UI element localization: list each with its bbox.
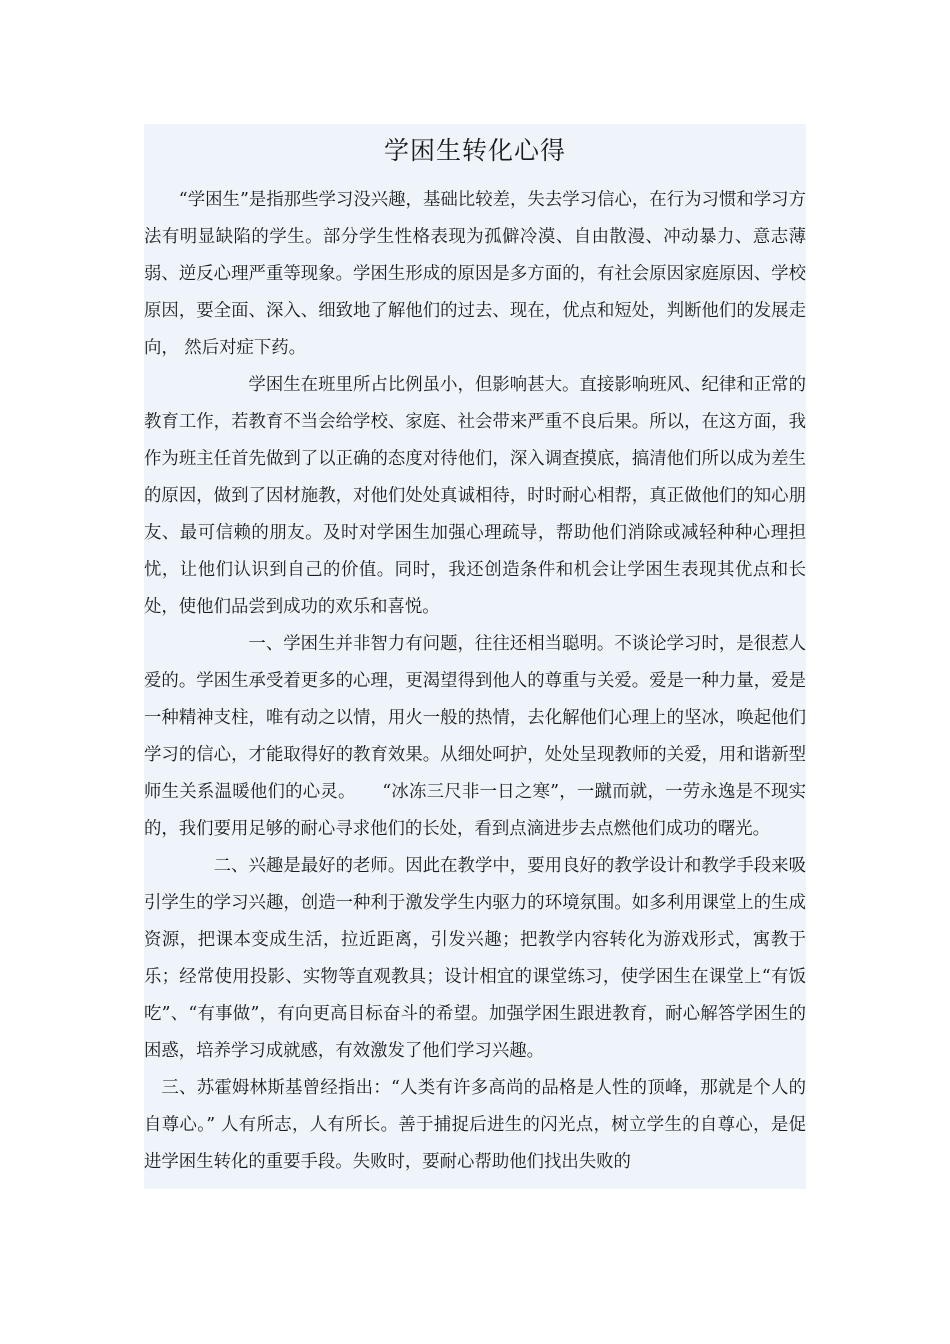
highlighted-text-block	[144, 124, 806, 1189]
paragraph-point-one: 一、学困生并非智力有问题，往往还相当聪明。不谈论学习时，是很惹人爱的。学困生承受着更多的心理，更渴望得到他人的尊重与关爱。爱是一种力量，爱是一种精神支柱，唯有动之以情，用火一般的热情，去化解他们心理上的坚冰，唤起他们学习的信心，才能取得好的教育效果。从细处呵护，处处呈现教师的关爱，用和谐新型师生关系温暖他们的心灵。 “冰冻三尺非一日之寒”，一蹴而就，一劳永逸是不现实的，我们要用足够的耐心寻求他们的长处，看到点滴进步去点燃他们成功的曙光。	[144, 634, 806, 839]
paragraph-point-three: 三、苏霍姆林斯基曾经指出：“人类有许多高尚的品格是人性的顶峰，那就是个人的自尊心。” 人有所志，人有所长。善于捕捉后进生的闪光点，树立学生的自尊心，是促进学困生转化的重要手段。失败时，要耐心帮助他们找出失败的	[144, 1078, 806, 1172]
paragraph-intro: “学困生”是指那些学习没兴趣，基础比较差，失去学习信心，在行为习惯和学习方法有明显缺陷的学生。部分学生性格表现为孤僻冷漠、自由散漫、冲动暴力、意志薄弱、逆反心理严重等现象。学困生形成的原因是多方面的，有社会原因家庭原因、学校原因，要全面、深入、细致地了解他们的过去、现在，优点和短处，判断他们的发展走向， 然后对症下药。	[144, 190, 806, 358]
paragraph-attitude: 学困生在班里所占比例虽小，但影响甚大。直接影响班风、纪律和正常的教育工作，若教育不当会给学校、家庭、社会带来严重不良后果。所以，在这方面，我作为班主任首先做到了以正确的态度对待他们，深入调查摸底，搞清他们所以成为差生的原因，做到了因材施教，对他们处处真诚相待，时时耐心相帮，真正做他们的知心朋友、最可信赖的朋友。及时对学困生加强心理疏导，帮助他们消除或减轻种种心理担忧，让他们认识到自己的价值。同时，我还创造条件和机会让学困生表现其优点和长处，使他们品尝到成功的欢乐和喜悦。	[144, 375, 806, 617]
paragraph-point-two: 二、兴趣是最好的老师。因此在教学中，要用良好的教学设计和教学手段来吸引学生的学习兴趣，创造一种利于激发学生内驱力的环境氛围。如多利用课堂上的生成资源，把课本变成生活，拉近距离，引发兴趣；把教学内容转化为游戏形式，寓教于乐；经常使用投影、实物等直观教具；设计相宜的课堂练习，使学困生在课堂上“有饭吃”、“有事做”，有向更高目标奋斗的希望。加强学困生跟进教育，耐心解答学困生的困惑，培养学习成就感，有效激发了他们学习兴趣。	[144, 856, 806, 1061]
document-title: 学困生转化心得	[383, 136, 566, 165]
